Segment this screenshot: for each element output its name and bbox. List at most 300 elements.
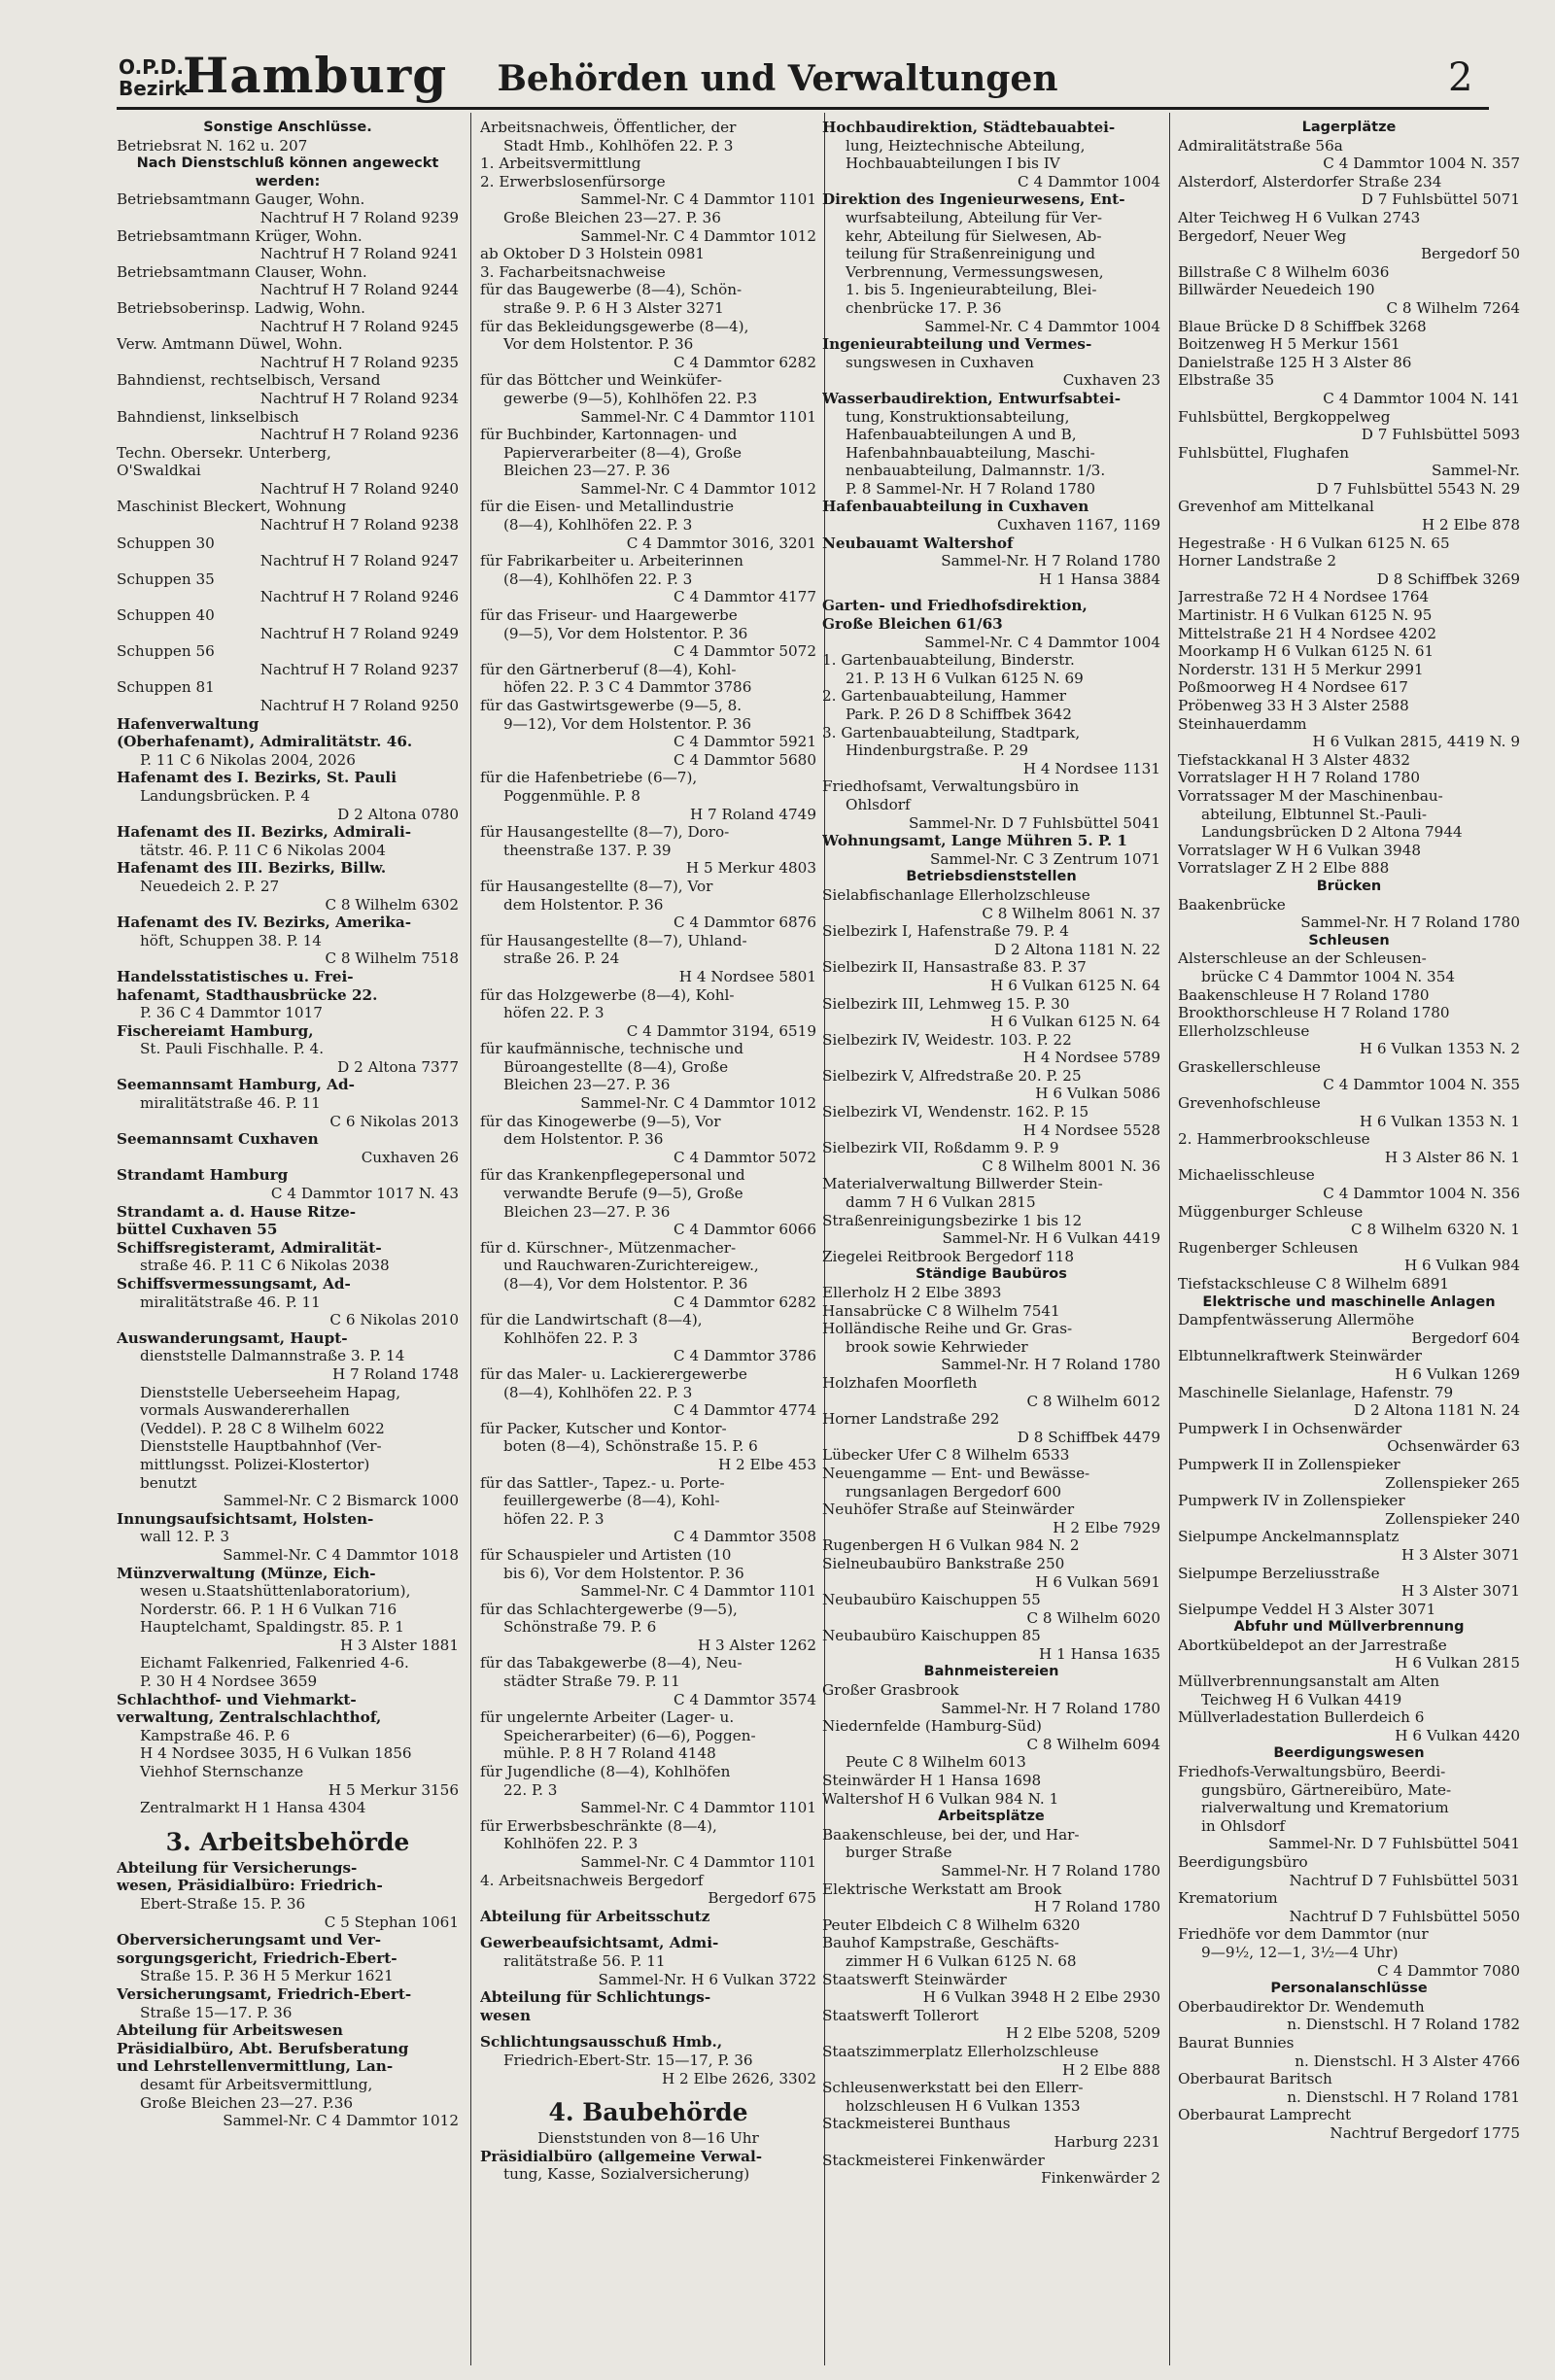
section-heading: Schleusen: [1308, 932, 1390, 949]
directory-line: gungsbüro, Gärtnereibüro, Mate-: [1201, 1780, 1452, 1799]
directory-line: straße 26. P. 24: [503, 949, 620, 968]
directory-line: Pröbenweg 33 H 3 Alster 2588: [1178, 697, 1409, 714]
directory-line: Sammel-Nr. H 7 Roland 1780: [1300, 914, 1520, 932]
directory-line: Fischereiamt Hamburg,: [117, 1021, 314, 1040]
directory-line: Schuppen 40: [117, 606, 215, 625]
directory-line: 22. P. 3: [503, 1780, 558, 1799]
directory-line: Straße 15. P. 36 H 5 Merkur 1621: [140, 1967, 394, 1985]
directory-line: Betriebsamtmann Gauger, Wohn.: [117, 190, 365, 209]
section-heading: Personalanschlüsse: [1270, 1981, 1428, 1997]
directory-line: wall 12. P. 3: [140, 1528, 230, 1546]
directory-line: Bleichen 23—27. P. 36: [503, 1076, 671, 1094]
directory-line: Pumpwerk IV in Zollenspieker: [1178, 1492, 1405, 1510]
directory-line: C 4 Dammtor 3786: [674, 1347, 816, 1365]
directory-line: Sielbezirk VI, Wendenstr. 162. P. 15: [822, 1103, 1089, 1121]
directory-line: Staatswerft Tollerort: [822, 2006, 979, 2024]
directory-line: Blaue Brücke D 8 Schiffbek 3268: [1178, 317, 1427, 335]
directory-line: Innungsaufsichtsamt, Holsten-: [117, 1509, 374, 1528]
directory-line: D 2 Altona 1181 N. 24: [1353, 1401, 1520, 1420]
directory-line: Dampfentwässerung Allermöhe: [1178, 1311, 1415, 1329]
directory-line: Sammel-Nr. C 4 Dammtor 1004: [924, 317, 1160, 335]
directory-line: dem Holstentor. P. 36: [503, 1130, 664, 1149]
directory-line: Alsterschleuse an der Schleusen-: [1178, 949, 1427, 968]
directory-line: Betriebsrat N. 162 u. 207: [117, 136, 308, 155]
directory-line: H 4 Nordsee 1131: [1022, 759, 1160, 777]
directory-line: ralitätstraße 56. P. 11: [503, 1951, 666, 1970]
directory-line: D 8 Schiffbek 3269: [1376, 569, 1520, 588]
directory-line: Sielbezirk I, Hafenstraße 79. P. 4: [822, 922, 1069, 941]
directory-line: Nachtruf H 7 Roland 9240: [259, 479, 459, 498]
section-heading: Elektrische und maschinelle Anlagen: [1202, 1293, 1496, 1310]
directory-line: C 4 Dammtor 1004 N. 356: [1323, 1185, 1520, 1203]
directory-line: tung, Kasse, Sozialversicherung): [503, 2165, 750, 2184]
directory-line: Friedrich-Ebert-Str. 15—17, P. 36: [503, 2051, 753, 2069]
directory-line: Baakenbrücke: [1178, 895, 1286, 914]
directory-line: Strandamt Hamburg: [117, 1166, 289, 1185]
directory-line: Alter Teichweg H 6 Vulkan 2743: [1178, 208, 1421, 226]
directory-line: zimmer H 6 Vulkan 6125 N. 68: [846, 1951, 1077, 1970]
directory-line: Sammel-Nr. C 4 Dammtor 1012: [580, 479, 816, 498]
directory-line: Stackmeisterei Finkenwärder: [822, 2151, 1045, 2169]
directory-line: Sammel-Nr. C 4 Dammtor 1101: [580, 190, 816, 209]
directory-line: für kaufmännische, technische und: [480, 1040, 743, 1058]
directory-line: Grevenhof am Mittelkanal: [1178, 498, 1374, 516]
directory-line: C 4 Dammtor 1017 N. 43: [270, 1185, 459, 1203]
directory-line: 2. Gartenbauabteilung, Hammer: [822, 687, 1067, 706]
directory-line: verwaltung, Zentralschlachthof,: [117, 1708, 382, 1727]
column-divider-1: [470, 113, 471, 2365]
directory-line: Sielabfischanlage Ellerholzschleuse: [822, 885, 1090, 904]
directory-line: tätstr. 46. P. 11 C 6 Nikolas 2004: [140, 841, 386, 859]
directory-line: Große Bleichen 23—27. P. 36: [503, 208, 721, 226]
directory-line: Steinwärder H 1 Hansa 1698: [822, 1772, 1042, 1790]
district-prefix: O.P.D. Bezirk: [119, 55, 188, 100]
directory-line: höfen 22. P. 3: [503, 1509, 605, 1528]
directory-line: 3. Gartenbauabteilung, Stadtpark,: [822, 723, 1081, 742]
column-divider-3: [1169, 113, 1170, 2365]
directory-line: Peute C 8 Wilhelm 6013: [846, 1753, 1026, 1772]
directory-line: [117, 1817, 459, 1826]
directory-line: C 4 Dammtor 5072: [674, 642, 816, 661]
section-heading: Brücken: [1316, 878, 1382, 894]
directory-line: H 6 Vulkan 6125 N. 64: [990, 976, 1160, 994]
directory-line: Sammel-Nr. H 6 Vulkan 4419: [942, 1229, 1160, 1248]
directory-line: höfen 22. P. 3 C 4 Dammtor 3786: [503, 678, 752, 697]
directory-line: Große Bleichen 23—27. P.36: [140, 2093, 354, 2112]
directory-line: für Erwerbsbeschränkte (8—4),: [480, 1816, 717, 1835]
directory-line: Seemannsamt Hamburg, Ad-: [117, 1076, 355, 1094]
directory-line: C 8 Wilhelm 6012: [1026, 1392, 1160, 1410]
directory-line: Horner Landstraße 292: [822, 1410, 1000, 1429]
directory-line: Sielpumpe Anckelmannsplatz: [1178, 1528, 1400, 1546]
directory-line: Zollenspieker 265: [1385, 1473, 1520, 1492]
directory-line: n. Dienstschl. H 7 Roland 1782: [1287, 2016, 1520, 2034]
directory-line: Rugenberger Schleusen: [1178, 1238, 1359, 1257]
directory-line: P. 11 C 6 Nikolas 2004, 2026: [140, 750, 356, 769]
directory-line: tung, Konstruktionsabteilung,: [846, 407, 1070, 426]
directory-line: Fuhlsbüttel, Bergkoppelweg: [1178, 407, 1391, 426]
directory-line: Neubaubüro Kaischuppen 85: [822, 1627, 1041, 1645]
directory-line: Mittelstraße 21 H 4 Nordsee 4202: [1178, 624, 1437, 642]
directory-line: Hafenamt des III. Bezirks, Billw.: [117, 859, 387, 878]
directory-line: miralitätstraße 46. P. 11: [140, 1293, 321, 1311]
directory-line: Sammel-Nr. H 6 Vulkan 3722: [598, 1970, 816, 1988]
directory-line: Müllverbrennungsanstalt am Alten: [1178, 1673, 1440, 1691]
directory-line: Schlichtungsausschuß Hmb.,: [480, 2033, 723, 2052]
directory-line: St. Pauli Fischhalle. P. 4.: [140, 1040, 325, 1058]
directory-line: H 2 Elbe 878: [1421, 516, 1520, 535]
directory-line: Bleichen 23—27. P. 36: [503, 1202, 671, 1221]
directory-line: für das Böttcher und Weinküfer-: [480, 371, 722, 390]
directory-line: Nachtruf Bergedorf 1775: [1330, 2123, 1520, 2142]
directory-line: P. 36 C 4 Dammtor 1017: [140, 1004, 323, 1022]
directory-line: wesen: [480, 2006, 531, 2024]
directory-line: Graskellerschleuse: [1178, 1057, 1321, 1076]
directory-line: 3. Facharbeitsnachweise: [480, 262, 666, 281]
directory-line: für den Gärtnerberuf (8—4), Kohl-: [480, 660, 737, 678]
directory-line: C 4 Dammtor 3508: [674, 1528, 816, 1546]
directory-line: Schuppen 81: [117, 678, 215, 697]
directory-line: für d. Kürschner-, Mützenmacher-: [480, 1238, 737, 1257]
directory-line: Pumpwerk II in Zollenspieker: [1178, 1455, 1400, 1473]
directory-line: Vorratssager M der Maschinenbau-: [1178, 786, 1443, 805]
directory-line: Lübecker Ufer C 8 Wilhelm 6533: [822, 1446, 1070, 1465]
directory-line: Vorratslager H H 7 Roland 1780: [1178, 769, 1421, 787]
directory-line: Schuppen 35: [117, 569, 215, 588]
directory-line: n. Dienstschl. H 7 Roland 1781: [1287, 2087, 1520, 2106]
directory-line: C 8 Wilhelm 6094: [1026, 1735, 1160, 1753]
directory-line: Straße 15—17. P. 36: [140, 2003, 293, 2021]
directory-line: Bauhof Kampstraße, Geschäfts-: [822, 1934, 1059, 1952]
directory-line: brücke C 4 Dammtor 1004 N. 354: [1201, 967, 1456, 985]
directory-line: D 7 Fuhlsbüttel 5071: [1361, 190, 1520, 209]
directory-line: hafenamt, Stadthausbrücke 22.: [117, 985, 378, 1004]
directory-line: Sielneubaubüro Bankstraße 250: [822, 1554, 1065, 1572]
directory-line: büttel Cuxhaven 55: [117, 1221, 278, 1239]
directory-line: C 4 Dammtor 7080: [1377, 1961, 1520, 1980]
directory-line: gewerbe (9—5), Kohlhöfen 22. P.3: [503, 389, 757, 407]
directory-line: H 2 Elbe 453: [717, 1455, 816, 1473]
directory-line: H 6 Vulkan 1353 N. 1: [1359, 1112, 1520, 1130]
directory-line: Nachtruf H 7 Roland 9250: [259, 697, 459, 714]
directory-line: für das Krankenpflegepersonal und: [480, 1166, 745, 1185]
directory-line: C 8 Wilhelm 8001 N. 36: [982, 1156, 1160, 1175]
directory-line: H 6 Vulkan 1353 N. 2: [1359, 1040, 1520, 1058]
directory-line: Münzverwaltung (Münze, Eich-: [117, 1564, 376, 1582]
directory-line: für das Friseur- und Haargewerbe: [480, 606, 738, 625]
directory-line: Dienststelle Hauptbahnhof (Ver-: [140, 1437, 382, 1456]
directory-line: Ohlsdorf: [846, 795, 911, 813]
directory-line: teilung für Straßenreinigung und: [846, 245, 1096, 263]
directory-line: Hafenamt des II. Bezirks, Admirali-: [117, 823, 412, 842]
directory-line: sorgungsgericht, Friedrich-Ebert-: [117, 1949, 397, 1967]
directory-line: Ebert-Straße 15. P. 36: [140, 1895, 306, 1913]
directory-line: H 5 Merkur 3156: [328, 1780, 459, 1799]
directory-line: Garten- und Friedhofsdirektion,: [822, 597, 1088, 615]
directory-line: straße 9. P. 6 H 3 Alster 3271: [503, 298, 724, 317]
directory-line: Direktion des Ingenieurwesens, Ent-: [822, 190, 1125, 209]
directory-line: für das Baugewerbe (8—4), Schön-: [480, 281, 743, 299]
directory-line: Straßenreinigungsbezirke 1 bis 12: [822, 1211, 1083, 1229]
directory-line: Baakenschleuse, bei der, und Har-: [822, 1825, 1080, 1844]
directory-line: C 4 Dammtor 1004: [1018, 172, 1160, 190]
directory-line: Große Bleichen 61/63: [822, 615, 1003, 634]
directory-line: C 6 Nikolas 2010: [329, 1311, 459, 1329]
directory-line: Speicherarbeiter) (6—6), Poggen-: [503, 1726, 756, 1744]
directory-line: Hafenbauabteilungen A und B,: [846, 426, 1077, 444]
directory-line: (8—4), Kohlhöfen 22. P. 3: [503, 1383, 693, 1401]
directory-line: dienststelle Dalmannstraße 3. P. 14: [140, 1347, 405, 1365]
directory-line: Verbrennung, Vermessungswesen,: [846, 262, 1104, 281]
directory-line: D 2 Altona 0780: [337, 805, 459, 823]
directory-line: Elbtunnelkraftwerk Steinwärder: [1178, 1347, 1422, 1365]
directory-line: für die Hafenbetriebe (6—7),: [480, 769, 698, 787]
directory-line: H 2 Elbe 5208, 5209: [1005, 2024, 1160, 2043]
directory-line: Nachtruf D 7 Fuhlsbüttel 5031: [1289, 1871, 1520, 1889]
directory-line: Sielpumpe Berzeliusstraße: [1178, 1564, 1380, 1582]
section-heading: 4. Baubehörde: [548, 2098, 748, 2127]
directory-line: für Hausangestellte (8—7), Doro-: [480, 823, 730, 842]
column-4: [1178, 119, 1520, 2363]
directory-line: Baakenschleuse H 7 Roland 1780: [1178, 985, 1430, 1004]
directory-line: Großer Grasbrook: [822, 1681, 959, 1700]
directory-line: H 6 Vulkan 5086: [1035, 1085, 1160, 1103]
directory-line: Neuedeich 2. P. 27: [140, 877, 280, 895]
directory-line: 4. Arbeitsnachweis Bergedorf: [480, 1871, 704, 1889]
directory-line: C 8 Wilhelm 6302: [325, 895, 459, 914]
directory-line: Schönstraße 79. P. 6: [503, 1618, 657, 1637]
directory-line: Betriebsoberinsp. Ladwig, Wohn.: [117, 298, 366, 317]
directory-line: Holländische Reihe und Gr. Gras-: [822, 1320, 1073, 1338]
directory-line: Friedhofsamt, Verwaltungsbüro in: [822, 777, 1080, 796]
directory-line: H 6 Vulkan 5691: [1035, 1572, 1160, 1591]
directory-line: Oberbaurat Lamprecht: [1178, 2106, 1352, 2124]
directory-line: Sammel-Nr. C 4 Dammtor 1018: [223, 1545, 459, 1564]
directory-line: wurfsabteilung, Abteilung für Ver-: [846, 208, 1103, 226]
directory-line: mittlungsst. Polizei-Klostertor): [140, 1455, 370, 1473]
directory-line: für Buchbinder, Kartonnagen- und: [480, 426, 738, 444]
directory-line: H 3 Alster 1881: [339, 1636, 459, 1654]
directory-line: D 7 Fuhlsbüttel 5543 N. 29: [1316, 479, 1520, 498]
directory-line: Schiffsregisteramt, Admiralität-: [117, 1238, 382, 1257]
directory-line: für Fabrikarbeiter u. Arbeiterinnen: [480, 552, 743, 570]
directory-line: Landungsbrücken. P. 4: [140, 786, 311, 805]
directory-line: für das Maler- u. Lackierergewerbe: [480, 1364, 747, 1383]
directory-line: Verw. Amtmann Düwel, Wohn.: [117, 335, 343, 354]
directory-line: 2. Hammerbrookschleuse: [1178, 1130, 1370, 1149]
directory-line: P. 30 H 4 Nordsee 3659: [140, 1673, 318, 1691]
directory-line: C 4 Dammtor 5072: [674, 1148, 816, 1166]
directory-line: Sammel-Nr. C 4 Dammtor 1101: [580, 1853, 816, 1871]
directory-line: C 4 Dammtor 4774: [674, 1401, 816, 1420]
directory-line: Ziegelei Reitbrook Bergedorf 118: [822, 1247, 1075, 1265]
directory-line: Elbstraße 35: [1178, 371, 1275, 390]
directory-line: Stackmeisterei Bunthaus: [822, 2115, 1011, 2133]
directory-line: Eichamt Falkenried, Falkenried 4-6.: [140, 1654, 409, 1673]
directory-line: Nachtruf H 7 Roland 9234: [259, 389, 459, 407]
directory-line: Teichweg H 6 Vulkan 4419: [1201, 1690, 1402, 1708]
directory-line: Nachtruf H 7 Roland 9247: [259, 552, 459, 570]
directory-line: Oberbaudirektor Dr. Wendemuth: [1178, 1997, 1425, 2016]
directory-line: Hauptelchamt, Spaldingstr. 85. P. 1: [140, 1618, 404, 1637]
directory-line: Handelsstatistisches u. Frei-: [117, 967, 354, 985]
column-1: [117, 119, 459, 2363]
directory-line: H 6 Vulkan 984: [1403, 1257, 1520, 1275]
directory-line: Ochsenwärder 63: [1387, 1437, 1520, 1456]
directory-line: Oberbaurat Baritsch: [1178, 2070, 1332, 2088]
directory-line: Neubauamt Waltershof: [822, 534, 1014, 552]
directory-line: Sielbezirk V, Alfredstraße 20. P. 25: [822, 1066, 1082, 1085]
directory-line: Hafenamt des I. Bezirks, St. Pauli: [117, 769, 397, 787]
directory-line: Cuxhaven 26: [361, 1148, 459, 1166]
directory-line: wesen u.Staatshüttenlaboratorium),: [140, 1582, 411, 1601]
directory-line: Landungsbrücken D 2 Altona 7944: [1201, 823, 1463, 842]
directory-line: 1. Gartenbauabteilung, Binderstr.: [822, 651, 1075, 670]
directory-line: Bergedorf, Neuer Weg: [1178, 226, 1347, 245]
city-title: Hamburg: [183, 47, 448, 104]
directory-line: Kampstraße 46. P. 6: [140, 1726, 291, 1744]
directory-line: für das Gastwirtsgewerbe (9—5, 8.: [480, 697, 743, 714]
directory-line: Müllverladestation Bullerdeich 6: [1178, 1708, 1425, 1727]
directory-line: Dienststelle Ueberseeheim Hapag,: [140, 1383, 401, 1401]
directory-line: Versicherungsamt, Friedrich-Ebert-: [117, 1984, 412, 2003]
directory-line: H 2 Elbe 7929: [1053, 1518, 1160, 1536]
section-heading: Lagerplätze: [1301, 120, 1397, 135]
directory-line: Sammel-Nr. C 4 Dammtor 1101: [580, 1582, 816, 1601]
directory-line: H 4 Nordsee 5789: [1022, 1049, 1160, 1067]
directory-line: Sammel-Nr. C 2 Bismarck 1000: [223, 1492, 459, 1510]
directory-line: H 3 Alster 86 N. 1: [1384, 1148, 1520, 1166]
directory-line: damm 7 H 6 Vulkan 2815: [846, 1193, 1036, 1212]
directory-line: Schlachthof- und Viehmarkt-: [117, 1690, 357, 1708]
directory-line: Sammel-Nr. D 7 Fuhlsbüttel 5041: [1267, 1835, 1520, 1853]
directory-line: Admiralitätstraße 56a: [1178, 136, 1343, 155]
directory-line: Präsidialbüro (allgemeine Verwal-: [480, 2147, 763, 2165]
directory-line: Bergedorf 604: [1411, 1328, 1520, 1347]
directory-line: Tiefstackkanal H 3 Alster 4832: [1178, 750, 1411, 769]
directory-line: und Lehrstellenvermittlung, Lan-: [117, 2057, 394, 2076]
directory-line: H 3 Alster 3071: [1400, 1582, 1520, 1601]
directory-line: Bleichen 23—27. P. 36: [503, 462, 671, 480]
section-heading: Arbeitsplätze: [938, 1809, 1045, 1825]
directory-line: 21. P. 13 H 6 Vulkan 6125 N. 69: [846, 669, 1084, 687]
directory-line: H 7 Roland 1748: [331, 1364, 459, 1383]
directory-line: Billwärder Neuedeich 190: [1178, 281, 1375, 299]
directory-line: H 2 Elbe 2626, 3302: [661, 2069, 816, 2087]
directory-line: 1. bis 5. Ingenieurabteilung, Blei-: [846, 281, 1097, 299]
directory-line: 9—9½, 12—1, 3½—4 Uhr): [1201, 1943, 1399, 1961]
directory-line: Hindenburgstraße. P. 29: [846, 742, 1028, 760]
directory-line: 2. Erwerbslosenfürsorge: [480, 172, 666, 190]
directory-line: Nachtruf H 7 Roland 9238: [259, 516, 459, 535]
directory-line: Abteilung für Arbeitswesen: [117, 2021, 343, 2040]
directory-line: H 4 Nordsee 5528: [1022, 1121, 1160, 1139]
directory-line: Fuhlsbüttel, Flughafen: [1178, 443, 1350, 462]
directory-line: Ellerholzschleuse: [1178, 1021, 1310, 1040]
directory-line: Elektrische Werkstatt am Brook: [822, 1880, 1062, 1898]
directory-line: (8—4), Vor dem Holstentor. P. 36: [503, 1275, 748, 1293]
directory-line: Tiefstackschleuse C 8 Wilhelm 6891: [1178, 1275, 1450, 1293]
directory-line: Niedernfelde (Hamburg-Süd): [822, 1717, 1042, 1736]
directory-line: (8—4), Kohlhöfen 22. P. 3: [503, 569, 693, 588]
directory-line: Poggenmühle. P. 8: [503, 786, 640, 805]
directory-line: Hegestraße · H 6 Vulkan 6125 N. 65: [1178, 534, 1450, 552]
directory-line: Norderstr. 66. P. 1 H 6 Vulkan 716: [140, 1600, 397, 1618]
directory-line: Poßmoorweg H 4 Nordsee 617: [1178, 678, 1408, 697]
directory-line: Abteilung für Arbeitsschutz: [480, 1907, 710, 1925]
directory-line: H 6 Vulkan 2815: [1395, 1654, 1520, 1673]
directory-line: P. 8 Sammel-Nr. H 7 Roland 1780: [846, 479, 1096, 498]
directory-line: feuillergewerbe (8—4), Kohl-: [503, 1492, 720, 1510]
directory-line: für Schauspieler und Artisten (10: [480, 1545, 732, 1564]
directory-line: H 2 Elbe 888: [1061, 2060, 1160, 2079]
directory-line: C 8 Wilhelm 6320 N. 1: [1351, 1221, 1520, 1239]
directory-line: Präsidialbüro, Abt. Berufsberatung: [117, 2039, 409, 2057]
directory-line: H 7 Roland 1780: [1033, 1898, 1160, 1916]
directory-line: straße 46. P. 11 C 6 Nikolas 2038: [140, 1257, 390, 1275]
directory-line: höft, Schuppen 38. P. 14: [140, 931, 322, 949]
directory-line: D 7 Fuhlsbüttel 5093: [1361, 426, 1520, 444]
directory-line: Seemannsamt Cuxhaven: [117, 1130, 319, 1149]
directory-line: burger Straße: [846, 1844, 952, 1862]
directory-line: Cuxhaven 23: [1062, 371, 1160, 390]
directory-line: abteilung, Elbtunnel St.-Pauli-: [1201, 805, 1427, 823]
directory-line: Danielstraße 125 H 3 Alster 86: [1178, 353, 1412, 371]
directory-line: Hafenbahnbauabteilung, Maschi-: [846, 443, 1095, 462]
directory-line: Bahndienst, rechtselbisch, Versand: [117, 371, 381, 390]
directory-line: Abteilung für Schlichtungs-: [480, 1988, 711, 2007]
directory-line: [822, 588, 1160, 597]
directory-line: vormals Auswandererhallen: [140, 1401, 350, 1420]
directory-line: Peuter Elbdeich C 8 Wilhelm 6320: [822, 1915, 1081, 1934]
directory-line: Sielbezirk VII, Roßdamm 9. P. 9: [822, 1139, 1059, 1157]
directory-line: C 5 Stephan 1061: [324, 1913, 459, 1931]
directory-line: Schuppen 30: [117, 534, 215, 552]
directory-line: H 6 Vulkan 6125 N. 64: [990, 1013, 1160, 1031]
section-heading: Abfuhr und Müllverbrennung: [1233, 1619, 1465, 1636]
directory-line: Grevenhofschleuse: [1178, 1094, 1321, 1113]
directory-line: Zollenspieker 240: [1385, 1509, 1520, 1528]
directory-line: ab Oktober D 3 Holstein 0981: [480, 245, 706, 263]
directory-line: Nachtruf H 7 Roland 9249: [259, 624, 459, 642]
section-heading: 3. Arbeitsbehörde: [165, 1827, 410, 1856]
directory-line: (9—5), Vor dem Holstentor. P. 36: [503, 624, 748, 642]
directory-line: Billstraße C 8 Wilhelm 6036: [1178, 262, 1390, 281]
directory-line: Stadt Hmb., Kohlhöfen 22. P. 3: [503, 136, 734, 155]
directory-line: Sammel-Nr.: [1432, 462, 1520, 480]
directory-line: desamt für Arbeitsvermittlung,: [140, 2075, 373, 2093]
directory-line: für das Sattler-, Tapez.- u. Porte-: [480, 1473, 725, 1492]
directory-line: H 6 Vulkan 1269: [1395, 1364, 1520, 1383]
directory-line: Boitzenweg H 5 Merkur 1561: [1178, 335, 1400, 354]
directory-line: Wasserbaudirektion, Entwurfsabtei-: [822, 389, 1121, 407]
directory-line: Sammel-Nr. H 7 Roland 1780: [941, 1862, 1160, 1880]
section-heading: Nach Dienstschluß können angeweckt: [136, 155, 439, 172]
directory-line: Bahndienst, linkselbisch: [117, 407, 299, 426]
directory-line: städter Straße 79. P. 11: [503, 1673, 680, 1691]
directory-line: in Ohlsdorf: [1201, 1816, 1286, 1835]
directory-line: Nachtruf H 7 Roland 9246: [259, 588, 459, 606]
directory-line: C 8 Wilhelm 8061 N. 37: [982, 904, 1160, 922]
directory-line: chenbrücke 17. P. 36: [846, 298, 1002, 317]
directory-line: Kohlhöfen 22. P. 3: [503, 1835, 639, 1853]
directory-line: C 4 Dammtor 5921: [674, 733, 816, 751]
directory-line: Kohlhöfen 22. P. 3: [503, 1328, 639, 1347]
directory-line: [480, 2024, 816, 2033]
directory-line: Nachtruf H 7 Roland 9245: [259, 317, 459, 335]
directory-line: Maschinist Bleckert, Wohnung: [117, 498, 347, 516]
directory-line: Bergedorf 50: [1420, 245, 1520, 263]
